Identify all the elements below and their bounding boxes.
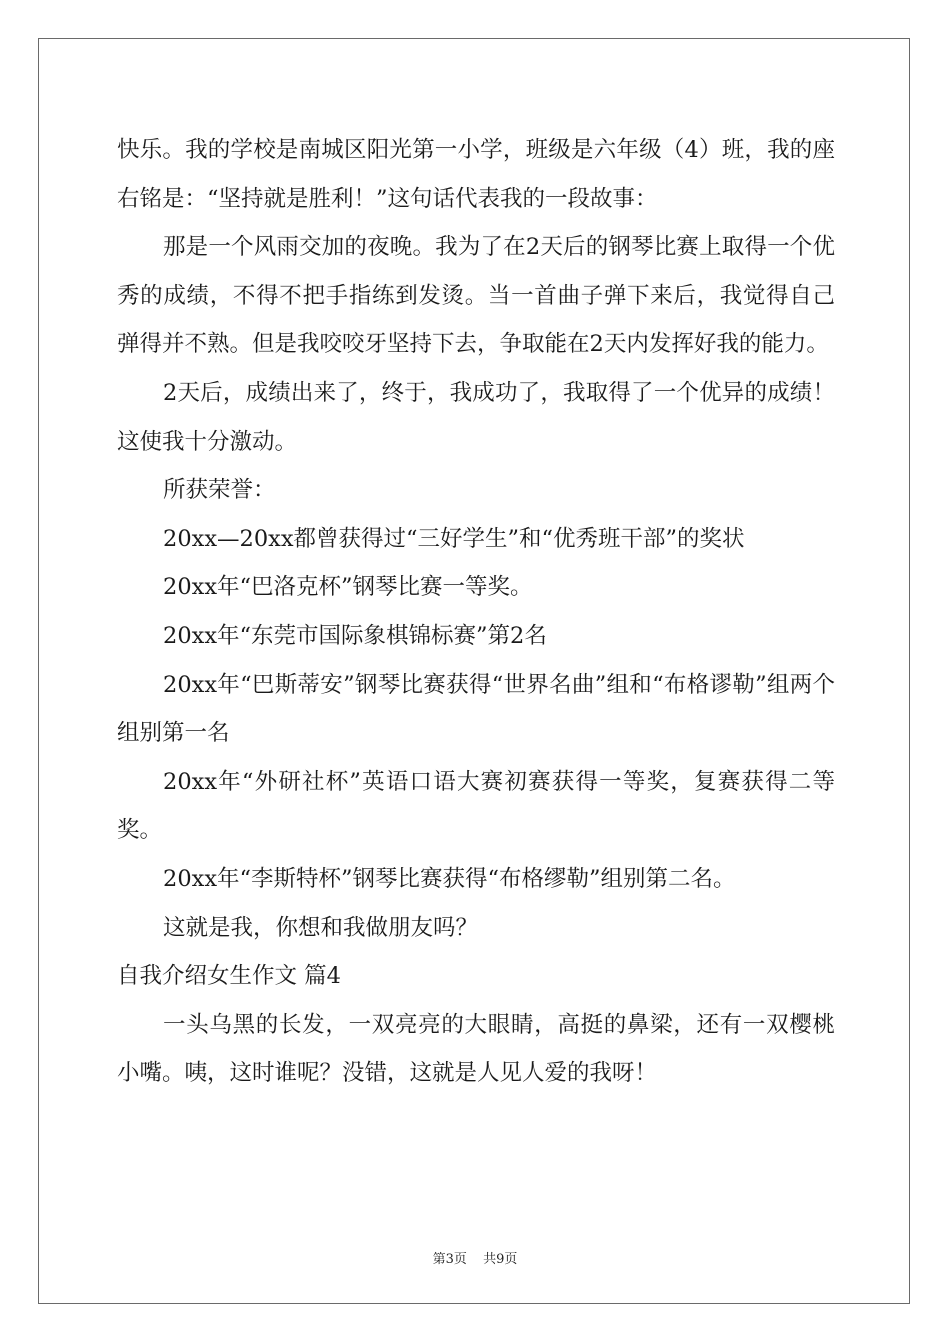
page-number: 第3页	[432, 1252, 467, 1267]
paragraph: 20xx年“外研社杯”英语口语大赛初赛获得一等奖，复赛获得二等奖。	[117, 768, 835, 844]
paragraph: 这就是我，你想和我做朋友吗？	[163, 914, 479, 941]
paragraph: 20xx年“巴斯蒂安”钢琴比赛获得“世界名曲”组和“布格谬勒”组两个组别第一名	[117, 671, 835, 747]
document-body	[117, 126, 835, 1098]
paragraph: 2天后，成绩出来了，终于，我成功了，我取得了一个优异的成绩！这使我十分激动。	[117, 379, 835, 455]
paragraph: 那是一个风雨交加的夜晚。我为了在2天后的钢琴比赛上取得一个优秀的成绩，不得不把手指练到发烫。当一首曲子弹下来后，我觉得自己弹得并不熟。但是我咬咬牙坚持下去，争取能在2天内发挥好我的能力。	[117, 234, 835, 358]
paragraph: 20xx年“东莞市国际象棋锦标赛”第2名	[163, 622, 547, 649]
paragraph: 一头乌黑的长发，一双亮亮的大眼睛，高挺的鼻梁，还有一双樱桃小嘴。咦，这时谁呢？没错，这就是人见人爱的我呀！	[117, 1011, 835, 1087]
section-heading: 自我介绍女生作文 篇4	[117, 963, 341, 990]
paragraph: 所获荣誉：	[163, 477, 276, 504]
paragraph: 20xx—20xx都曾获得过“三好学生”和“优秀班干部”的奖状	[163, 525, 745, 552]
page-total: 共9页	[483, 1252, 518, 1267]
paragraph: 20xx年“巴洛克杯”钢琴比赛一等奖。	[163, 574, 533, 601]
page-footer	[0, 1248, 950, 1267]
paragraph: 20xx年“李斯特杯”钢琴比赛获得“布格缪勒”组别第二名。	[163, 865, 736, 892]
paragraph: 快乐。我的学校是南城区阳光第一小学，班级是六年级（4）班，我的座右铭是：“坚持就是胜利！”这句话代表我的一段故事：	[117, 137, 835, 212]
